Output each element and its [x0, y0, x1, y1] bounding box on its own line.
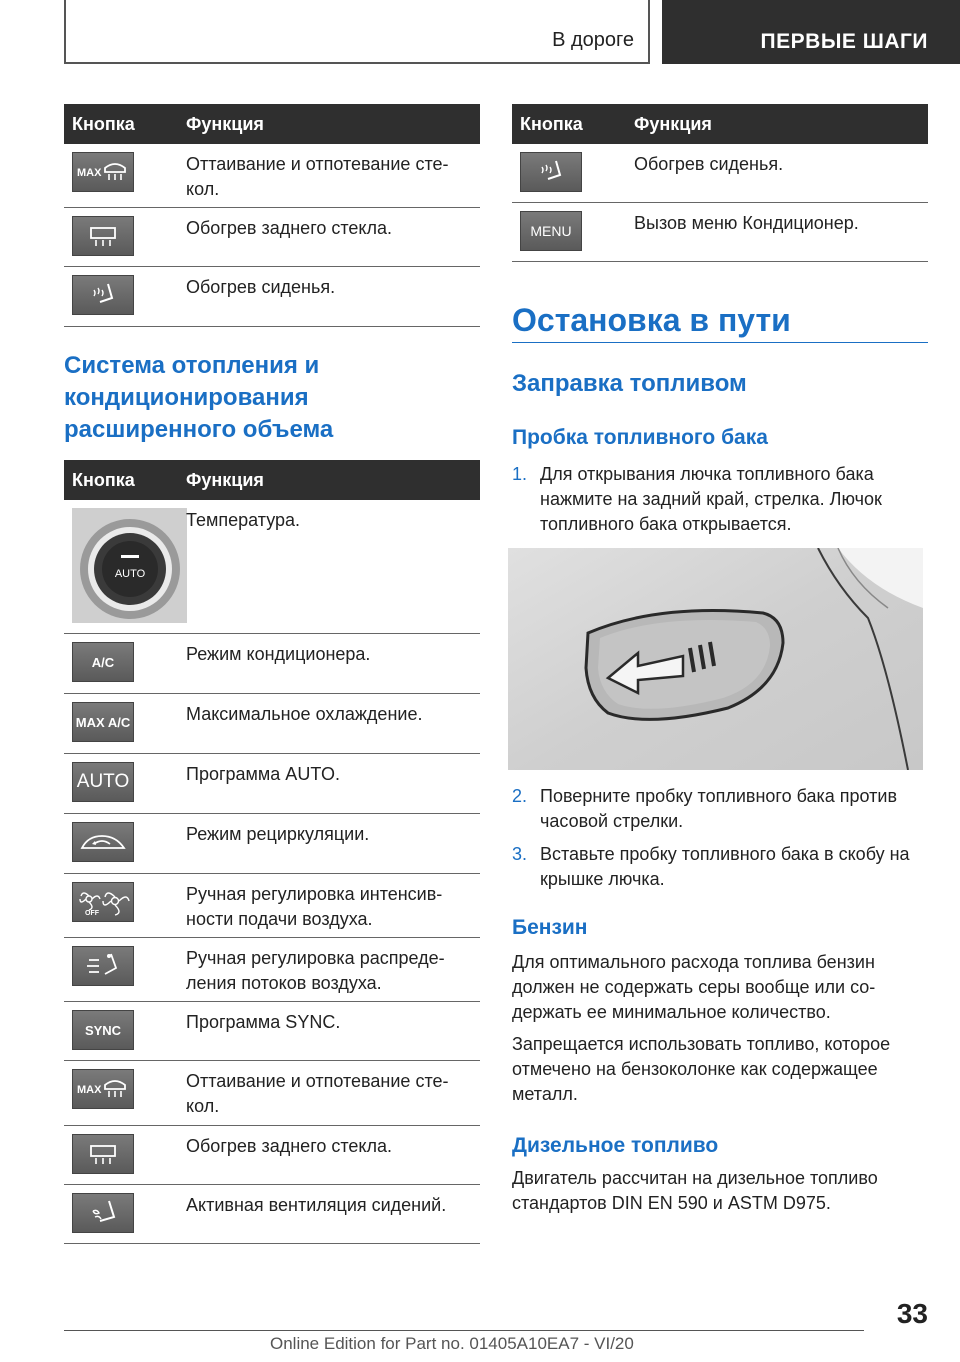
table-row: [64, 938, 480, 1002]
fan-icon: [72, 882, 134, 922]
table-row: [64, 1126, 480, 1185]
section-heading-extended-climate: Система отопления и кондиционирования расширенного объема: [64, 352, 334, 443]
table-row: [64, 1002, 480, 1061]
rear-defrost-icon: [72, 1134, 134, 1174]
row-text: Максимальное охлаждение.: [186, 704, 423, 724]
footer-edition: Online Edition for Part no. 01405A10EA7 - VI/20: [270, 1334, 634, 1353]
step-3: [512, 842, 928, 892]
table-row: [64, 694, 480, 754]
recirculation-icon: [72, 822, 134, 862]
footer-rule: [64, 1330, 864, 1331]
row-text: Оттаивание и отпотевание сте-кол.: [186, 154, 449, 199]
fuel-flap-photo: [508, 548, 923, 770]
temperature-dial-icon: [72, 508, 187, 623]
table-row: [64, 634, 480, 694]
heading-stop: Остановка в пути: [512, 302, 791, 338]
table-climate-right: [512, 104, 928, 262]
menu-icon: MENU: [520, 211, 582, 251]
table-row: [64, 874, 480, 938]
air-distribution-icon: [72, 946, 134, 986]
svg-text:MAX: MAX: [77, 1084, 102, 1096]
svg-text:MAX: MAX: [77, 167, 102, 179]
petrol-paragraph-1: Для оптимального расхода топлива бензин должен не содержать серы вообще или со-держать ее минимальное количество.: [512, 952, 876, 1022]
row-text: Обогрев заднего стекла.: [186, 1136, 393, 1156]
table-row: [512, 203, 928, 262]
row-text: Обогрев сиденья.: [634, 154, 784, 174]
table-row: [64, 1061, 480, 1126]
table-row: [64, 144, 480, 208]
heading-petrol: Бензин: [512, 916, 588, 939]
svg-text:OFF: OFF: [85, 910, 99, 917]
step-number: 2.: [512, 786, 528, 806]
row-text: Оттаивание и отпотевание сте-кол.: [186, 1071, 449, 1116]
table-row: [64, 754, 480, 814]
table-row: [64, 500, 480, 634]
step-number: 3.: [512, 844, 528, 864]
row-text: Температура.: [186, 510, 301, 530]
header-section-box: [64, 0, 650, 64]
table-row: [512, 144, 928, 203]
header-chapter-box: [662, 0, 960, 64]
seat-heat-icon: [520, 152, 582, 192]
header-chapter-title: ПЕРВЫЕ ШАГИ: [760, 30, 928, 53]
row-text: Вызов меню Кондиционер.: [634, 213, 859, 233]
sync-icon: SYNC: [72, 1010, 134, 1050]
rear-defrost-icon: [72, 216, 134, 256]
table-header: [512, 104, 928, 144]
table-header: [64, 104, 480, 144]
heading-diesel: Дизельное топливо: [512, 1134, 719, 1157]
step-text: Вставьте пробку топливного бака в скобу на крышке лючка.: [540, 844, 910, 889]
step-text: Для открывания лючка топливного бака нажмите на задний край, стрелка. Лючок топливного бака открывается.: [540, 464, 882, 534]
column-button: Кнопка: [72, 113, 135, 134]
row-text: Активная вентиляция сидений.: [186, 1195, 447, 1215]
step-number: 1.: [512, 464, 528, 484]
max-defrost-icon: [72, 1069, 134, 1109]
seat-vent-icon: [72, 1193, 134, 1233]
step-1: [512, 462, 928, 537]
auto-icon: AUTO: [72, 762, 134, 802]
row-text: Обогрев сиденья.: [186, 277, 336, 297]
row-text: Программа SYNC.: [186, 1012, 341, 1032]
column-function: Функция: [186, 469, 264, 490]
table-row: [64, 1185, 480, 1244]
column-button: Кнопка: [520, 113, 583, 134]
column-button: Кнопка: [72, 469, 135, 490]
heading-rule: [512, 342, 928, 343]
heading-refuel: Заправка топливом: [512, 370, 747, 397]
petrol-paragraph-2: Запрещается использовать топливо, которое отмечено на бензоколонке как содержащее металл.: [512, 1034, 891, 1104]
table-row: [64, 267, 480, 327]
row-text: Ручная регулировка распреде-ления потоков воздуха.: [186, 948, 445, 993]
ac-icon: A/C: [72, 642, 134, 682]
column-function: Функция: [186, 113, 264, 134]
row-text: Ручная регулировка интенсив-ности подачи воздуха.: [186, 884, 443, 929]
table-climate-basic: [64, 104, 480, 327]
seat-heat-icon: [72, 275, 134, 315]
step-2: [512, 784, 928, 834]
row-text: Обогрев заднего стекла.: [186, 218, 393, 238]
max-defrost-icon: [72, 152, 134, 192]
page-number: 33: [896, 1298, 928, 1329]
step-text: Поверните пробку топливного бака против часовой стрелки.: [540, 786, 898, 831]
table-row: [64, 208, 480, 267]
heading-fuel-cap: Пробка топливного бака: [512, 426, 768, 449]
column-function: Функция: [634, 113, 712, 134]
row-text: Программа AUTO.: [186, 764, 340, 784]
table-row: [64, 814, 480, 874]
row-text: Режим кондиционера.: [186, 644, 371, 664]
table-climate-extended: [64, 460, 480, 1244]
table-header: [64, 460, 480, 500]
row-text: Режим рециркуляции.: [186, 824, 370, 844]
svg-text:AUTO: AUTO: [114, 567, 145, 580]
max-ac-icon: MAX A/C: [72, 702, 134, 742]
header-section-title: В дороге: [552, 29, 634, 51]
diesel-paragraph: Двигатель рассчитан на дизельное топливо стандартов DIN EN 590 и ASTM D975.: [512, 1168, 878, 1213]
